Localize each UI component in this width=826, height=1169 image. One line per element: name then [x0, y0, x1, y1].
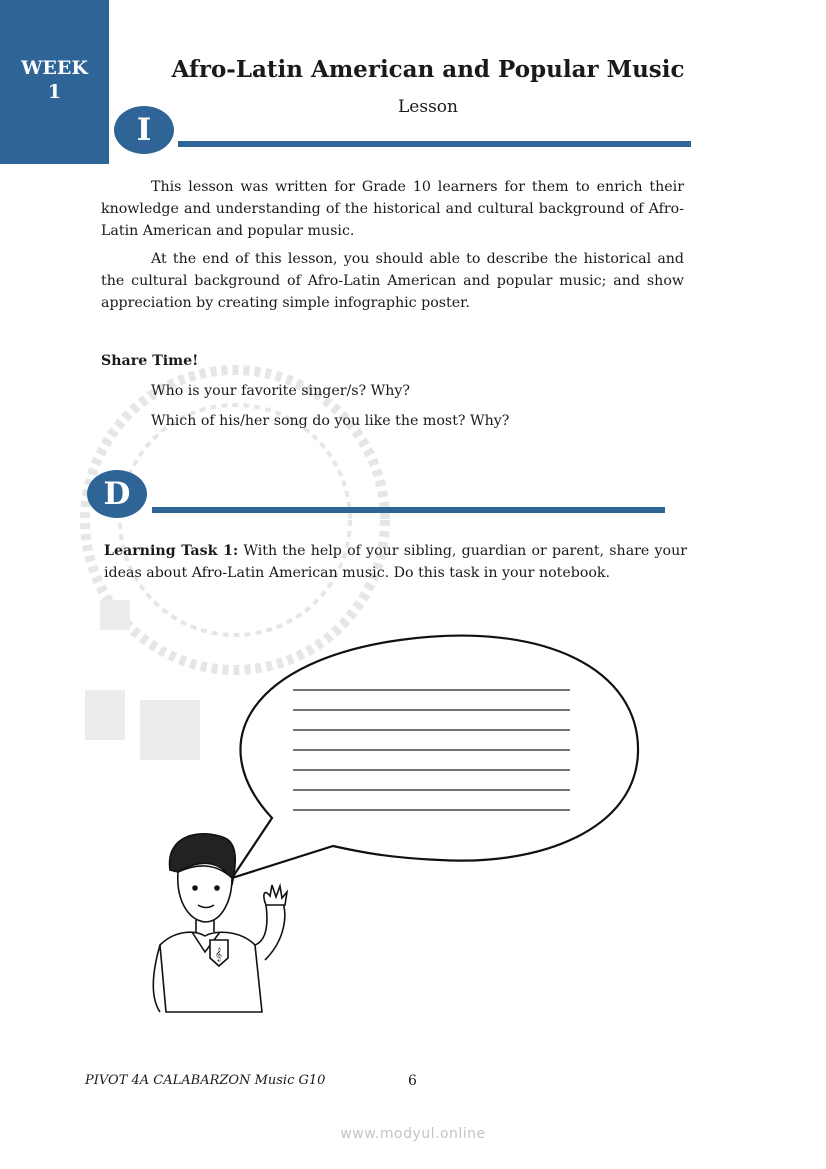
- week-label: WEEK: [21, 57, 88, 79]
- footer-source: PIVOT 4A CALABARZON Music G10: [85, 1073, 326, 1088]
- learning-task-1: [104, 540, 687, 584]
- learning-task-label: Learning Task 1:: [104, 543, 239, 559]
- week-badge: [0, 0, 109, 164]
- intro-paragraph-1: This lesson was written for Grade 10 learners for them to enrich their knowledge and understanding of the historical and cultural background of Afro-Latin American and popular music.: [101, 179, 684, 239]
- svg-text:𝄞: 𝄞: [215, 947, 223, 961]
- page-title: Afro-Latin American and Popular Music: [171, 56, 685, 83]
- section-develop-badge: D: [87, 470, 147, 518]
- develop-rule: [152, 507, 665, 513]
- page-subtitle: Lesson: [398, 97, 458, 117]
- speech-bubble: [232, 636, 638, 878]
- share-heading: Share Time!: [101, 353, 199, 369]
- intro-paragraph-2: At the end of this lesson, you should able to describe the historical and the cultural background of Afro-Latin American and popular music; and show appreciation by creating simple infographic poster.: [101, 251, 684, 311]
- page-number: 6: [408, 1073, 417, 1089]
- share-question-2: Which of his/her song do you like the most? Why?: [151, 413, 510, 429]
- intro-rule: [178, 141, 691, 147]
- week-number: 1: [47, 81, 62, 103]
- share-question-1: Who is your favorite singer/s? Why?: [151, 383, 411, 399]
- learning-task-text: With the help of your sibling, guardian or parent, share your ideas about Afro-Latin American music. Do this task in your notebook.: [104, 543, 687, 581]
- site-watermark: www.modyul.online: [340, 1126, 486, 1142]
- section-intro-badge: I: [114, 106, 174, 154]
